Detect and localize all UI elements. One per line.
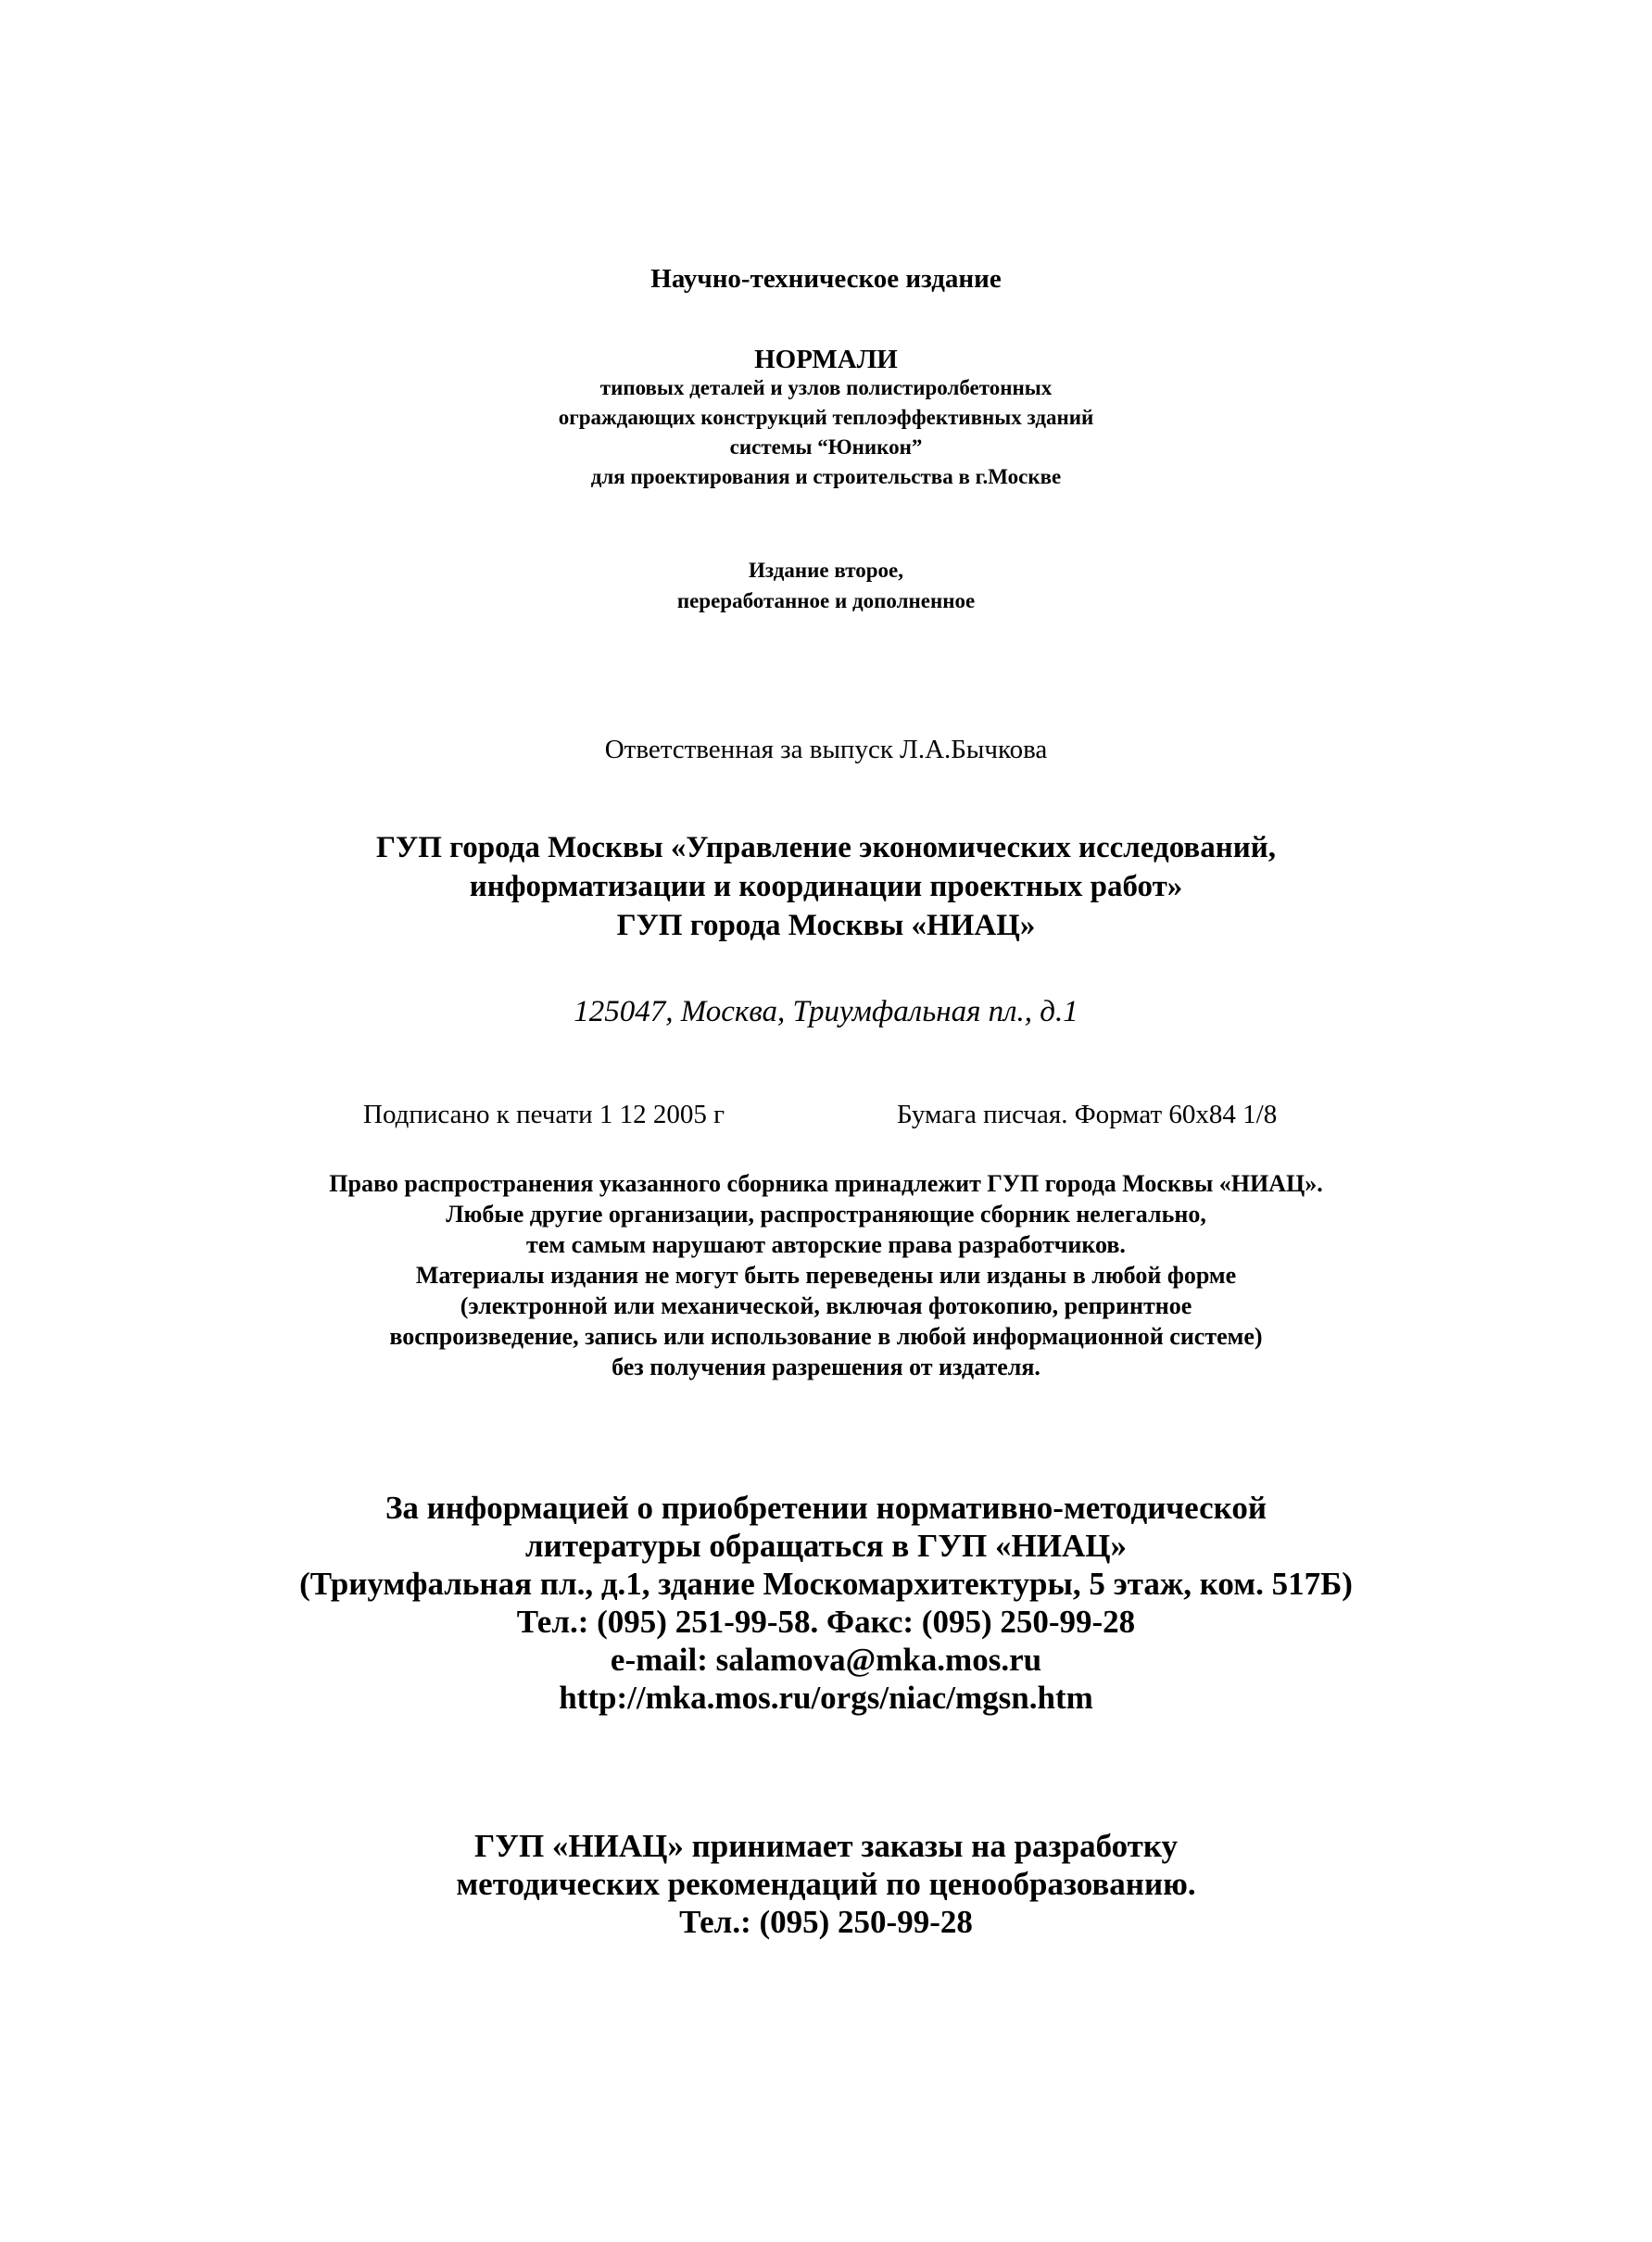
orders-phone: Тел.: (095) 250-99-28 — [679, 1904, 973, 1940]
paper-format: Бумага писчая. Формат 60х84 1/8 — [897, 1100, 1278, 1129]
edition-type: Научно-техническое издание — [650, 264, 1002, 294]
publisher-line: информатизации и координации проектных работ» — [469, 870, 1183, 903]
purchase-info-line: За информацией о приобретении нормативно-методической — [385, 1490, 1267, 1526]
title-line: для проектирования и строительства в г.Москве — [590, 465, 1062, 488]
copyright-line: тем самым нарушают авторские права разработчиков. — [526, 1231, 1126, 1258]
publisher-line: ГУП города Москвы «НИАЦ» — [616, 909, 1036, 942]
title-line: типовых деталей и узлов полистиролбетонных — [599, 376, 1053, 399]
copyright-line: (электронной или механической, включая фотокопию, репринтное — [460, 1292, 1192, 1319]
publisher-address: 125047, Москва, Триумфальная пл., д.1 — [574, 995, 1078, 1028]
contact-email: e-mail: salamova@mka.mos.ru — [610, 1642, 1042, 1678]
edition-line: Издание второе, — [749, 559, 903, 582]
document-title: НОРМАЛИ — [754, 345, 898, 374]
title-line: ограждающих конструкций теплоэффективных зданий — [558, 406, 1094, 429]
responsible-editor: Ответственная за выпуск Л.А.Бычкова — [604, 735, 1048, 764]
copyright-line: воспроизведение, запись или использование в любой информационной системе) — [389, 1323, 1263, 1350]
title-line: системы “Юникон” — [729, 435, 923, 459]
print-signed-date: Подписано к печати 1 12 2005 г — [363, 1100, 725, 1129]
copyright-line: Любые другие организации, распространяющие сборник нелегально, — [446, 1201, 1206, 1228]
contact-website: http://mka.mos.ru/orgs/niac/mgsn.htm — [559, 1680, 1093, 1716]
contact-phone-fax: Тел.: (095) 251-99-58. Факс: (095) 250-99-28 — [516, 1604, 1136, 1640]
copyright-line: Право распространения указанного сборника принадлежит ГУП города Москвы «НИАЦ». — [329, 1170, 1323, 1197]
purchase-info-line: (Триумфальная пл., д.1, здание Москомархитектуры, 5 этаж, ком. 517Б) — [299, 1566, 1353, 1602]
purchase-info-line: литературы обращаться в ГУП «НИАЦ» — [525, 1528, 1127, 1564]
orders-line: методических рекомендаций по ценообразованию. — [456, 1866, 1196, 1902]
edition-line: переработанное и дополненное — [676, 589, 976, 612]
copyright-line: без получения разрешения от издателя. — [612, 1354, 1040, 1380]
copyright-line: Материалы издания не могут быть переведены или изданы в любой форме — [415, 1262, 1237, 1289]
orders-line: ГУП «НИАЦ» принимает заказы на разработку — [473, 1828, 1179, 1864]
publisher-line: ГУП города Москвы «Управление экономических исследований, — [375, 831, 1277, 864]
